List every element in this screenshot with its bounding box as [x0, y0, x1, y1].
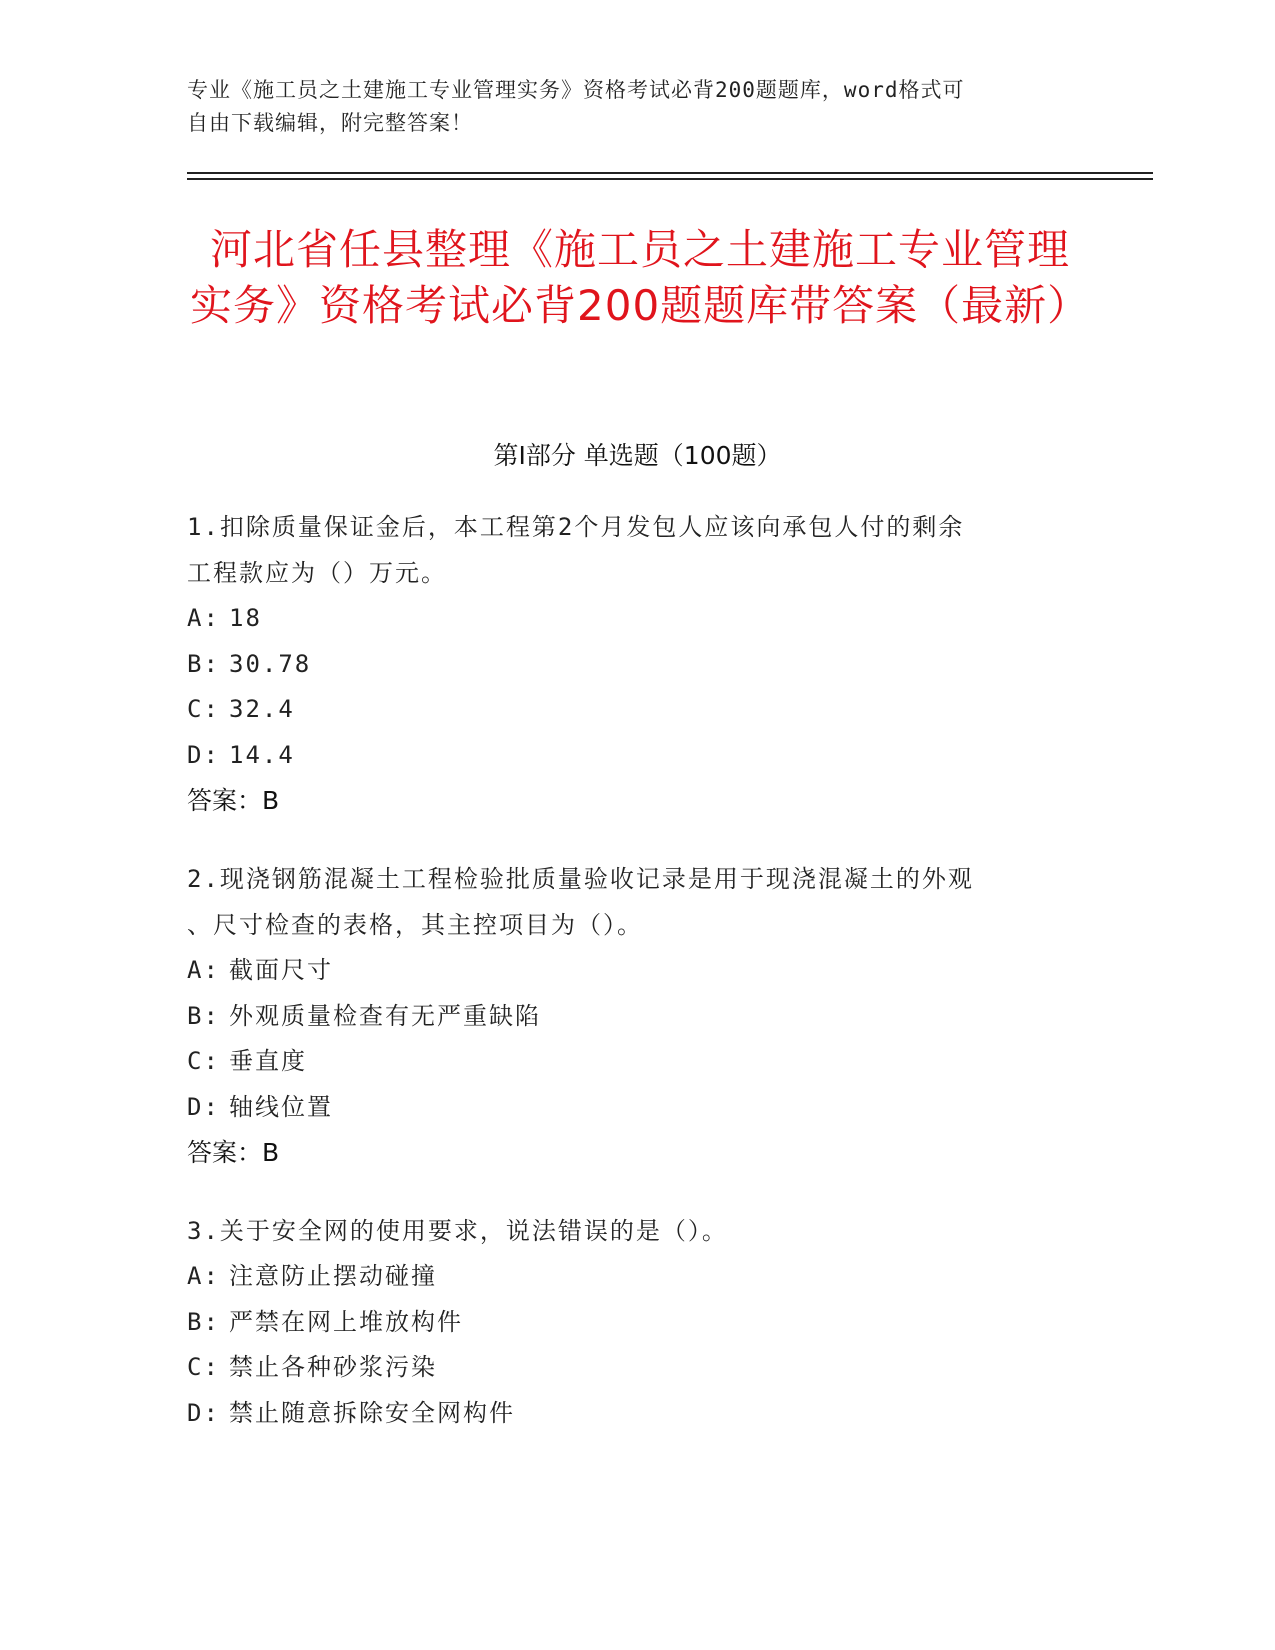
option-text: 14.4 — [229, 740, 295, 769]
option-key: C: — [187, 1047, 220, 1075]
option-key: A: — [187, 1262, 220, 1290]
answer-line: 答案：B — [187, 786, 280, 815]
option-text: 垂直度 — [229, 1047, 307, 1075]
header-note-line-2: 自由下载编辑，附完整答案！ — [187, 111, 473, 135]
question-2 — [187, 856, 1067, 1176]
option-a — [187, 1254, 1067, 1300]
option-d — [187, 1391, 1067, 1437]
question-1 — [187, 504, 1067, 824]
option-c — [187, 1345, 1067, 1391]
option-key: B: — [187, 1001, 220, 1030]
option-key: A: — [187, 604, 220, 632]
question-stem: 1.扣除质量保证金后，本工程第2个月发包人应该向承包人付的剩余 — [187, 513, 965, 541]
document-title: 河北省任县整理《施工员之土建施工专业管理实务》资格考试必背200题题库带答案（最新） — [190, 225, 1091, 330]
option-key: D: — [187, 740, 220, 769]
option-key: D: — [187, 1398, 220, 1427]
option-d — [187, 1085, 1067, 1131]
option-b — [187, 642, 1067, 688]
question-stem: 、尺寸检查的表格，其主控项目为（）。 — [187, 911, 643, 939]
option-key: C: — [187, 1353, 220, 1381]
option-key: D: — [187, 1092, 220, 1121]
option-text: 外观质量检查有无严重缺陷 — [229, 1001, 541, 1030]
document-header-note — [187, 74, 1067, 140]
option-key: B: — [187, 649, 220, 678]
header-note-line-1: 专业《施工员之土建施工专业管理实务》资格考试必背200题题库，word格式可 — [187, 78, 965, 102]
option-c — [187, 1039, 1067, 1085]
option-text: 注意防止摆动碰撞 — [229, 1262, 437, 1290]
option-a — [187, 948, 1067, 994]
option-text: 32.4 — [229, 695, 295, 723]
option-b — [187, 994, 1067, 1040]
option-b — [187, 1300, 1067, 1346]
option-c — [187, 687, 1067, 733]
option-d — [187, 733, 1067, 779]
option-text: 严禁在网上堆放构件 — [229, 1307, 463, 1336]
option-text: 18 — [229, 604, 262, 632]
option-text: 截面尺寸 — [229, 956, 333, 984]
question-3 — [187, 1208, 1067, 1436]
question-stem: 3.关于安全网的使用要求，说法错误的是（）。 — [187, 1217, 728, 1245]
option-key: B: — [187, 1307, 220, 1336]
option-text: 轴线位置 — [229, 1092, 333, 1121]
option-key: C: — [187, 695, 220, 723]
option-text: 禁止随意拆除安全网构件 — [229, 1398, 515, 1427]
header-divider-top — [187, 172, 1153, 174]
header-divider-bottom — [187, 178, 1153, 180]
question-stem: 2.现浇钢筋混凝土工程检验批质量验收记录是用于现浇混凝土的外观 — [187, 865, 974, 893]
answer-line: 答案：B — [187, 1138, 280, 1167]
option-a — [187, 596, 1067, 642]
option-text: 30.78 — [229, 649, 312, 678]
question-stem: 工程款应为（）万元。 — [187, 559, 447, 587]
section-title: 第Ⅰ部分 单选题（100题） — [493, 441, 782, 470]
option-text: 禁止各种砂浆污染 — [229, 1353, 437, 1381]
option-key: A: — [187, 956, 220, 984]
